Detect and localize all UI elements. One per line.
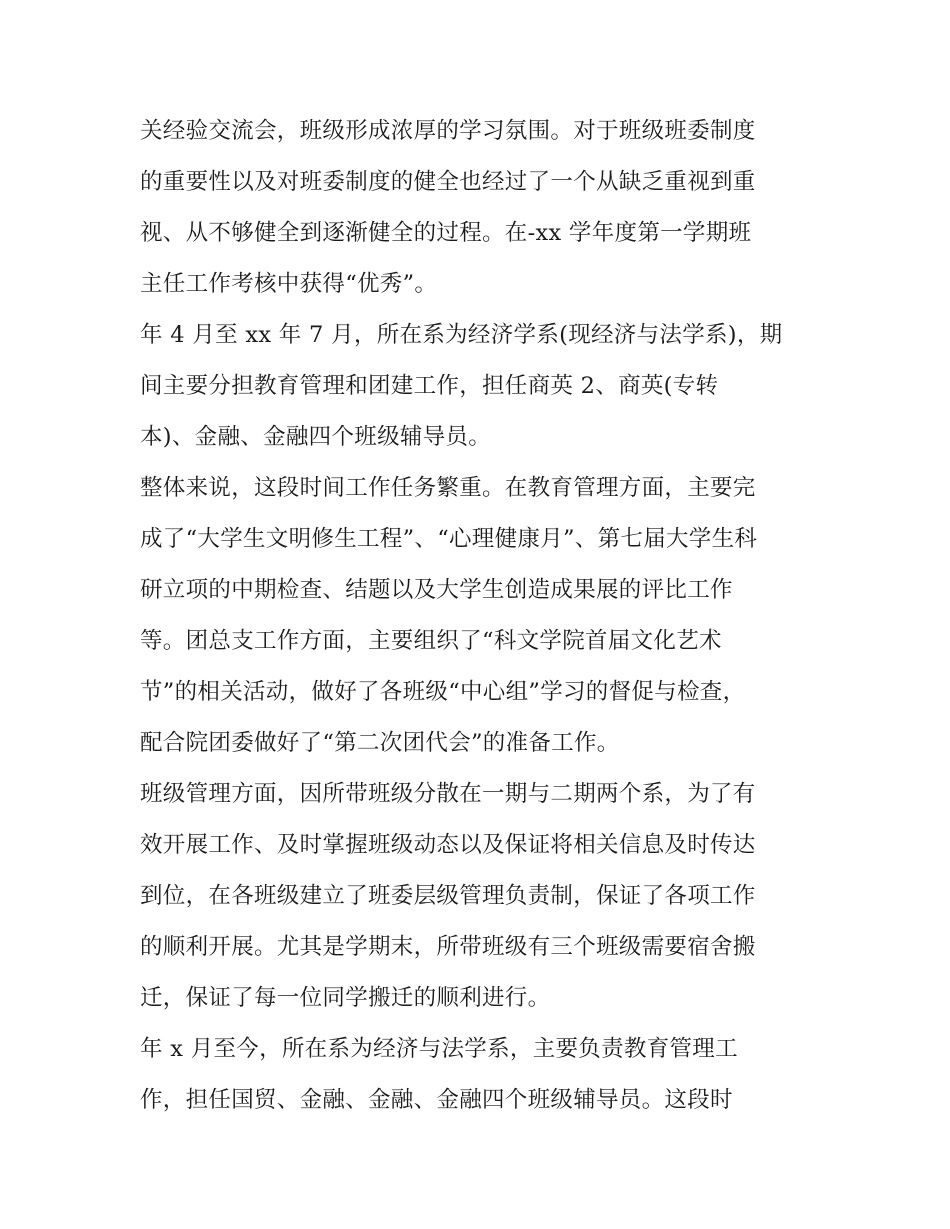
- text-line: 研立项的中期检查、结题以及大学生创造成果展的评比工作: [140, 577, 733, 603]
- text-line: 配合院团委做好了“第二次团代会”的准备工作。: [140, 730, 620, 756]
- text-line: 年 x 月至今，所在系为经济与法学系，主要负责教育管理工: [140, 1036, 738, 1062]
- text-line: 主任工作考核中获得“优秀”。: [140, 271, 438, 297]
- text-line: 关经验交流会，班级形成浓厚的学习氛围。对于班级班委制度: [140, 118, 756, 144]
- body-text: [140, 106, 820, 1126]
- text-line: 本)、金融、金融四个班级辅导员。: [140, 424, 492, 450]
- text-line: 的重要性以及对班委制度的健全也经过了一个从缺乏重视到重: [140, 169, 756, 195]
- text-line: 班级管理方面，因所带班级分散在一期与二期两个系，为了有: [140, 781, 756, 807]
- text-line: 效开展工作、及时掌握班级动态以及保证将相关信息及时传达: [140, 832, 756, 858]
- text-line: 迁，保证了每一位同学搬迁的顺利进行。: [140, 985, 551, 1011]
- text-line: 整体来说，这段时间工作任务繁重。在教育管理方面，主要完: [140, 475, 756, 501]
- text-line: 成了“大学生文明修生工程”、“心理健康月”、第七届大学生科: [140, 526, 758, 552]
- text-line: 的顺利开展。尤其是学期末，所带班级有三个班级需要宿舍搬: [140, 934, 756, 960]
- text-line: 节”的相关活动，做好了各班级“中心组”学习的督促与检查，: [140, 679, 746, 705]
- text-line: 视、从不够健全到逐渐健全的过程。在-xx 学年度第一学期班: [140, 220, 752, 246]
- text-line: 到位，在各班级建立了班委层级管理负责制，保证了各项工作: [140, 883, 756, 909]
- text-line: 年 4 月至 xx 年 7 月，所在系为经济学系(现经济与法学系)，期: [140, 322, 783, 348]
- text-line: 作，担任国贸、金融、金融、金融四个班级辅导员。这段时: [140, 1087, 733, 1113]
- text-line: 间主要分担教育管理和团建工作，担任商英 2、商英(专转: [140, 373, 719, 399]
- text-line: 等。团总支工作方面，主要组织了“科文学院首届文化艺术: [140, 628, 722, 654]
